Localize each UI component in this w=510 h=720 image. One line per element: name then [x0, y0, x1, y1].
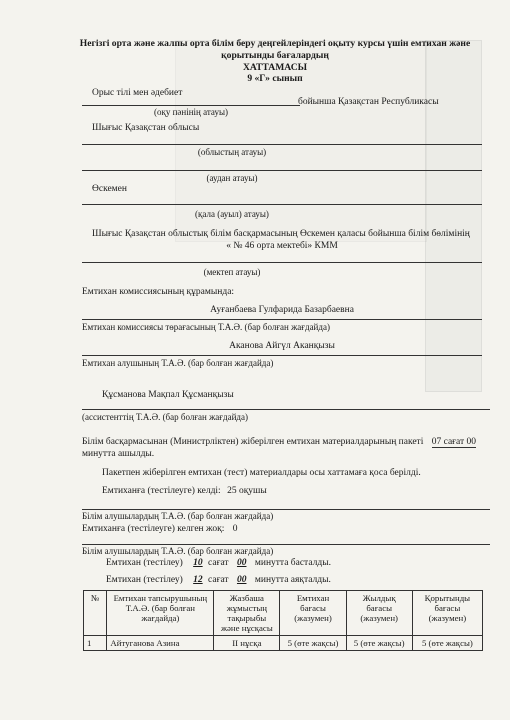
start-prefix: Емтихан (тестілеу) [106, 558, 183, 568]
header-line-2: қорытынды бағалардың [221, 50, 329, 61]
col-header-student: Емтихан тапсырушының Т.А.Ә. (бар болған жағдайда) [107, 591, 214, 636]
assistant-underline [82, 409, 490, 410]
examiner-underline [82, 355, 482, 356]
end-time-row [106, 575, 331, 585]
start-minute: 00 [236, 558, 247, 568]
cell-topic: II нұсқа [214, 636, 280, 651]
came-value: 25 оқушы [227, 486, 267, 496]
came-label: Емтиханға (тестілеуге) келді: [102, 486, 221, 496]
commission-label: Емтихан комиссиясының құрамында: [82, 287, 235, 297]
cell-annual-grade: 5 (өте жақсы) [346, 636, 412, 651]
absent-caption: Білім алушылардың Т.А.Ә. (бар болған жағдайда) [82, 546, 274, 556]
absent-row [82, 524, 237, 534]
cell-student: Айтуганова Азина [107, 636, 214, 651]
subject-underline [82, 105, 300, 106]
absent-value: 0 [232, 524, 238, 534]
bleed-through-table [425, 40, 482, 392]
cell-final-grade: 5 (өте жақсы) [412, 636, 482, 651]
city-value: Өскемен [92, 184, 127, 194]
chair-caption: Емтихан комиссиясы төрағасының Т.А.Ә. (бар болған жағдайда) [82, 322, 330, 332]
examiner-name: Аканова Айгүл Аканқызы [229, 341, 335, 351]
subject-caption: (оқу пәнінің атауы) [153, 107, 229, 117]
col-header-exam-grade: Емтихан бағасы (жазумен) [280, 591, 346, 636]
header-line-1: Негізгі орта және жалпы орта білім беру деңгейлеріндегі оқыту курсы үшін емтихан және [79, 38, 471, 49]
start-suffix: минутта басталды. [254, 558, 331, 568]
district-underline [82, 170, 482, 171]
examiner-caption: Емтихан алушының Т.А.Ә. (бар болған жағдайда) [82, 358, 274, 368]
school-line-1: Шығыс Қазақстан облыстық білім басқармасының Өскемен қаласы бойынша білім бөлімінің [92, 229, 470, 239]
subject-value: Орыс тілі мен әдебиет [92, 88, 183, 98]
came-underline [82, 509, 490, 510]
end-prefix: Емтихан (тестілеу) [106, 575, 183, 585]
district-caption: (аудан атауы) [206, 173, 258, 183]
package-time: 07 сағат 00 [431, 437, 477, 447]
region-underline [82, 144, 482, 145]
city-caption: (қала (ауыл) атауы) [195, 209, 269, 219]
cell-number: 1 [84, 636, 107, 651]
assistant-caption: (ассистенттің Т.А.Ә. (бар болған жағдайда) [82, 412, 248, 422]
end-minute: 00 [236, 575, 247, 585]
absent-underline [82, 544, 490, 545]
table-header-row [84, 591, 483, 636]
col-header-number: № [84, 591, 107, 636]
end-mid: сағат [208, 575, 229, 585]
package-text-1: Білім басқармасынан (Министрліктен) жіберілген емтихан материалдарының пакеті [82, 437, 424, 447]
start-time-row [106, 558, 331, 568]
header-line-3: ХАТТАМАСЫ [242, 62, 308, 73]
end-suffix: минутта аяқталды. [254, 575, 331, 585]
start-mid: сағат [208, 558, 229, 568]
chair-name: Ауғанбаева Гулфарида Базарбаевна [210, 305, 354, 315]
came-row [102, 486, 267, 496]
subject-suffix: бойынша Қазақстан Республикасы [298, 97, 439, 107]
package-text [82, 437, 476, 447]
table-row [84, 636, 483, 651]
results-table [83, 590, 483, 651]
school-line-2: « № 46 орта мектебі» КММ [226, 241, 338, 251]
came-caption: Білім алушылардың Т.А.Ә. (бар болған жағдайда) [82, 511, 274, 521]
city-underline [82, 204, 482, 205]
col-header-topic: Жазбаша жұмыстың тақырыбы және нұсқасы [214, 591, 280, 636]
col-header-final-grade: Қорытынды бағасы (жазумен) [412, 591, 482, 636]
end-hour: 12 [193, 575, 203, 585]
col-header-annual-grade: Жылдық бағасы (жазумен) [346, 591, 412, 636]
region-value: Шығыс Қазақстан облысы [92, 123, 200, 133]
package-attached: Пакетпен жіберілген емтихан (тест) материалдары осы хаттамаға қоса берілді. [102, 468, 421, 478]
school-caption: (мектеп атауы) [203, 267, 261, 277]
absent-label: Емтиханға (тестілеуге) келген жоқ: [82, 524, 225, 534]
package-text-2: минутта ашылды. [82, 449, 155, 459]
start-hour: 10 [193, 558, 203, 568]
school-underline [82, 262, 482, 263]
cell-exam-grade: 5 (өте жақсы) [280, 636, 346, 651]
header-line-4: 9 «Г» сынып [247, 73, 303, 84]
assistant-name: Құсманова Мақпал Құсманқызы [102, 390, 234, 400]
chair-underline [82, 319, 482, 320]
region-caption: (облыстың атауы) [197, 147, 267, 157]
